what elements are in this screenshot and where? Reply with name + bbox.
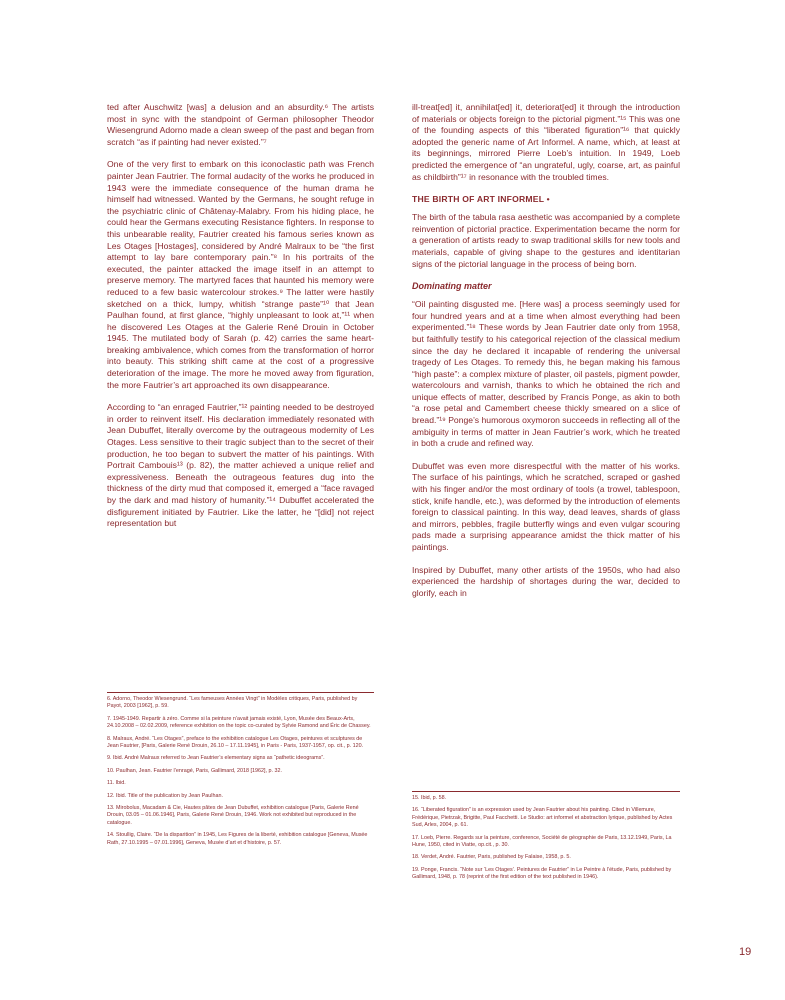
footnote: 18. Verdet, André. Fautrier, Paris, published by Falaise, 1958, p. 5. (412, 854, 571, 861)
paragraph: The birth of the tabula rasa aesthetic was accompanied by a complete reinvention of pictorial practice. Experimentation became the norm for a generation of artists ready to swap traditional skills for new tools and materials, capable of giving shape to the gestures and identitarian signs of the pictorial language in the process of being born. (412, 212, 680, 269)
footnote: 8. Malraux, André. “Les Otages”, preface to the exhibition catalogue Les Otages, peintures et sculptures de Jean Fautrier, [Paris, Galerie René Drouin, 26.10 – 17.11.1945], in Paris - Paris, 1937-1957, op. cit., p. 120. (107, 735, 364, 750)
right-column (412, 102, 680, 599)
paragraph: Inspired by Dubuffet, many other artists of the 1950s, who had also experienced the hardship of shortages during the war, decided to glorify, each in (412, 564, 680, 598)
footnote: 10. Paulhan, Jean. Fautrier l’enragé, Paris, Gallimard, 2018 [1962], p. 32. (107, 767, 282, 774)
footnote-rule (107, 692, 374, 693)
footnote: 6. Adorno, Theodor Wiesengrund. “Les fameuses Années Vingt” in Modèles critiques, Paris, published by Payot, 2003 [1962], p. 59. (107, 696, 358, 710)
footnote: 12. Ibid. Title of the publication by Jean Paulhan. (107, 792, 223, 799)
footnote: 16. “Liberated figuration” is an expression used by Jean Fautrier about his painting. Cited in Villemure, Frédérique, Pietrzak, Brigitte, Paul Facchetti. Le Studio: art informel et abstraction lyrique, published by Actes Sud, Arles, 2004, p. 61. (412, 807, 673, 829)
subheading: Dominating matter (412, 281, 492, 292)
footnote: 15. Ibid, p. 58. (412, 795, 447, 801)
footnote: 7. 1945-1949. Repartir à zéro. Comme si la peinture n’avait jamais existé, Lyon, Musée des Beaux-Arts, 24.10.2008 – 02.02.2009, reference exhibition on the topic co-curated by Sylvie Ramond and Éric de Chassey. (107, 715, 371, 730)
footnote: 11. Ibid. (107, 780, 126, 787)
footnotes-left (107, 692, 374, 852)
left-column (107, 102, 374, 530)
footnote-rule (412, 791, 680, 792)
footnote: 17. Loeb, Pierre. Regards sur la peinture, conference, Société de géographie de Paris, 13.12.1949, Paris, La Hune, 1950, cited in Viatte, op.cit., p. 30. (412, 834, 672, 849)
paragraph: One of the very first to embark on this iconoclastic path was French painter Jean Fautrier. The formal audacity of the works he produced in 1943 were the immediate consequence of the human drama he himself had witnessed. Wanted by the Germans, he sought refuge in the psychiatric clinic of Châtenay-Malabry. From his hiding place, he could hear the Germans executing Resistance fighters. In response to this unbearable reality, Fautrier created his famous series known as Les Otages [Hostages], considered by André Malraux to be “the first attempt to lay bare contemporary pain.”⁸ In his portraits of the executed, the painter attacked the image itself in an attempt to preserve memory. The martyred faces that haunted his memory were reduced to a few basic watercolour strokes.⁹ The latter were hastily sketched on a thick, lumpy, whitish “strange paste”¹⁰ that Jean Paulhan found, at first glance, “highly unpleasant to look at,”¹¹ when he discovered Les Otages at the Galerie René Drouin in October 1945. The mutilated body of Sarah (p. 42) carries the same heart-breaking ambivalence, which comes from the transformation of horror into beauty. This striking shift came at the cost of a progressive deterioration of the image. The more he moved away from figuration, the more Fautrier’s art approached its own disappearance. (107, 159, 374, 390)
footnote: 9. Ibid. André Malraux referred to Jean Fautrier’s elementary signs as “pathetic ideograms”. (107, 755, 325, 762)
footnote: 13. Mirobolus, Macadam & Cie, Hautes pâtes de Jean Dubuffet, exhibition catalogue [Paris, Galerie René Drouin, 03.05 – 01.06.1946], Paris, Galerie René Drouin, 1946. Work not exhibited but reproduced in the catalogue. (107, 805, 359, 826)
paragraph: According to “an enraged Fautrier,”¹² painting needed to be destroyed in order to reinvent itself. His declaration immediately resonated with Jean Dubuffet, literally overcome by the outrageous modernity of Les Otages. Less sensitive to their tragic subject than to the secret of their production, he too began to subvert the matter of his paintings. With Portrait Cambouis¹³ (p. 82), the matter achieved a unique relief and expressiveness. Beneath the outrageous features dug into the thickness of the dirty mud that composed it, emerged a “face ravaged by the dark and mad history of humanity.”¹⁴ Dubuffet accelerated the disfigurement initiated by Fautrier. Like the latter, he “[did] not reject representation but (107, 402, 374, 529)
paragraph: ill-treat[ed] it, annihilat[ed] it, deteriorat[ed] it through the introduction of materials or objects foreign to the pictorial pigment.”¹⁵ This was one of the founding aspects of this “liberated figuration”¹⁶ that quickly adopted the generic name of Art Informel. A name, which, at least at its beginnings, mirrored Pierre Loeb’s intuition. In 1949, Loeb predicted the emergence of “an ungrateful, ugly, coarse, art, as painful as childbirth”¹⁷ in resonance with the troubled times. (412, 102, 680, 182)
page-number: 19 (739, 946, 752, 958)
paragraph: Dubuffet was even more disrespectful with the matter of his works. The surface of his paintings, which he scratched, scraped or gashed with his finger and/or the most ordinary of tools (a trowel, tablespoon, stick, knife handle, etc.), was deformed by the introduction of elements foreign to classical painting. In this way, dead leaves, shards of glass and mirrors, pebbles, fragile butterfly wings and even vulgar scouring pads made a surprising appearance amidst the thick matter of his paintings. (412, 460, 680, 552)
section-heading: THE BIRTH OF ART INFORMEL • (412, 194, 550, 205)
footnote: 14. Stoullig, Claire. “De la disparition” in 1945, Les Figures de la liberté, exhibition catalogue [Geneva, Musée Rath, 27.10.1995 – 07.01.1996], Geneva, Musée d’art et d’histoire, p. 57. (107, 832, 368, 846)
paragraph: “Oil painting disgusted me. [Here was] a process seemingly used for four hundred years and at a time when almost everything had been experimented.”¹⁸ These words by Jean Fautrier date only from 1958, but faithfully testify to his categorical rejection of the classical medium since the day he declared it incapable of rendering the universal tragedy of Les Otages. To remedy this, he began making his famous “high paste”: a complex mixture of plaster, oil pastels, pigment powder, watercolours and varnish, thanks to which he obtained the rich and unique effects of matter, described by Francis Ponge, as akin to both “a rose petal and Camembert cheese thickly smeared on a slice of bread.”¹⁹ Ponge’s humorous oxymoron succeeds in reflecting all of the ambiguity in terms of matter in Jean Fautrier’s work, which he treated in both a crude and refined way. (412, 299, 680, 449)
paragraph: ted after Auschwitz [was] a delusion and an absurdity.⁶ The artists most in sync with the standpoint of German philosopher Theodor Wiesengrund Adorno made a clean sweep of the past and began from scratch “as if painting had never existed.”⁷ (107, 102, 374, 147)
footnote: 19. Ponge, Francis. “Note sur ‘Les Otages’. Peintures de Fautrier” in Le Peintre à l’étude, Paris, published by Gallimard, 1948, p. 78 (reprint of the first edition of the text published in 1946). (412, 866, 672, 881)
footnotes-right (412, 791, 680, 887)
